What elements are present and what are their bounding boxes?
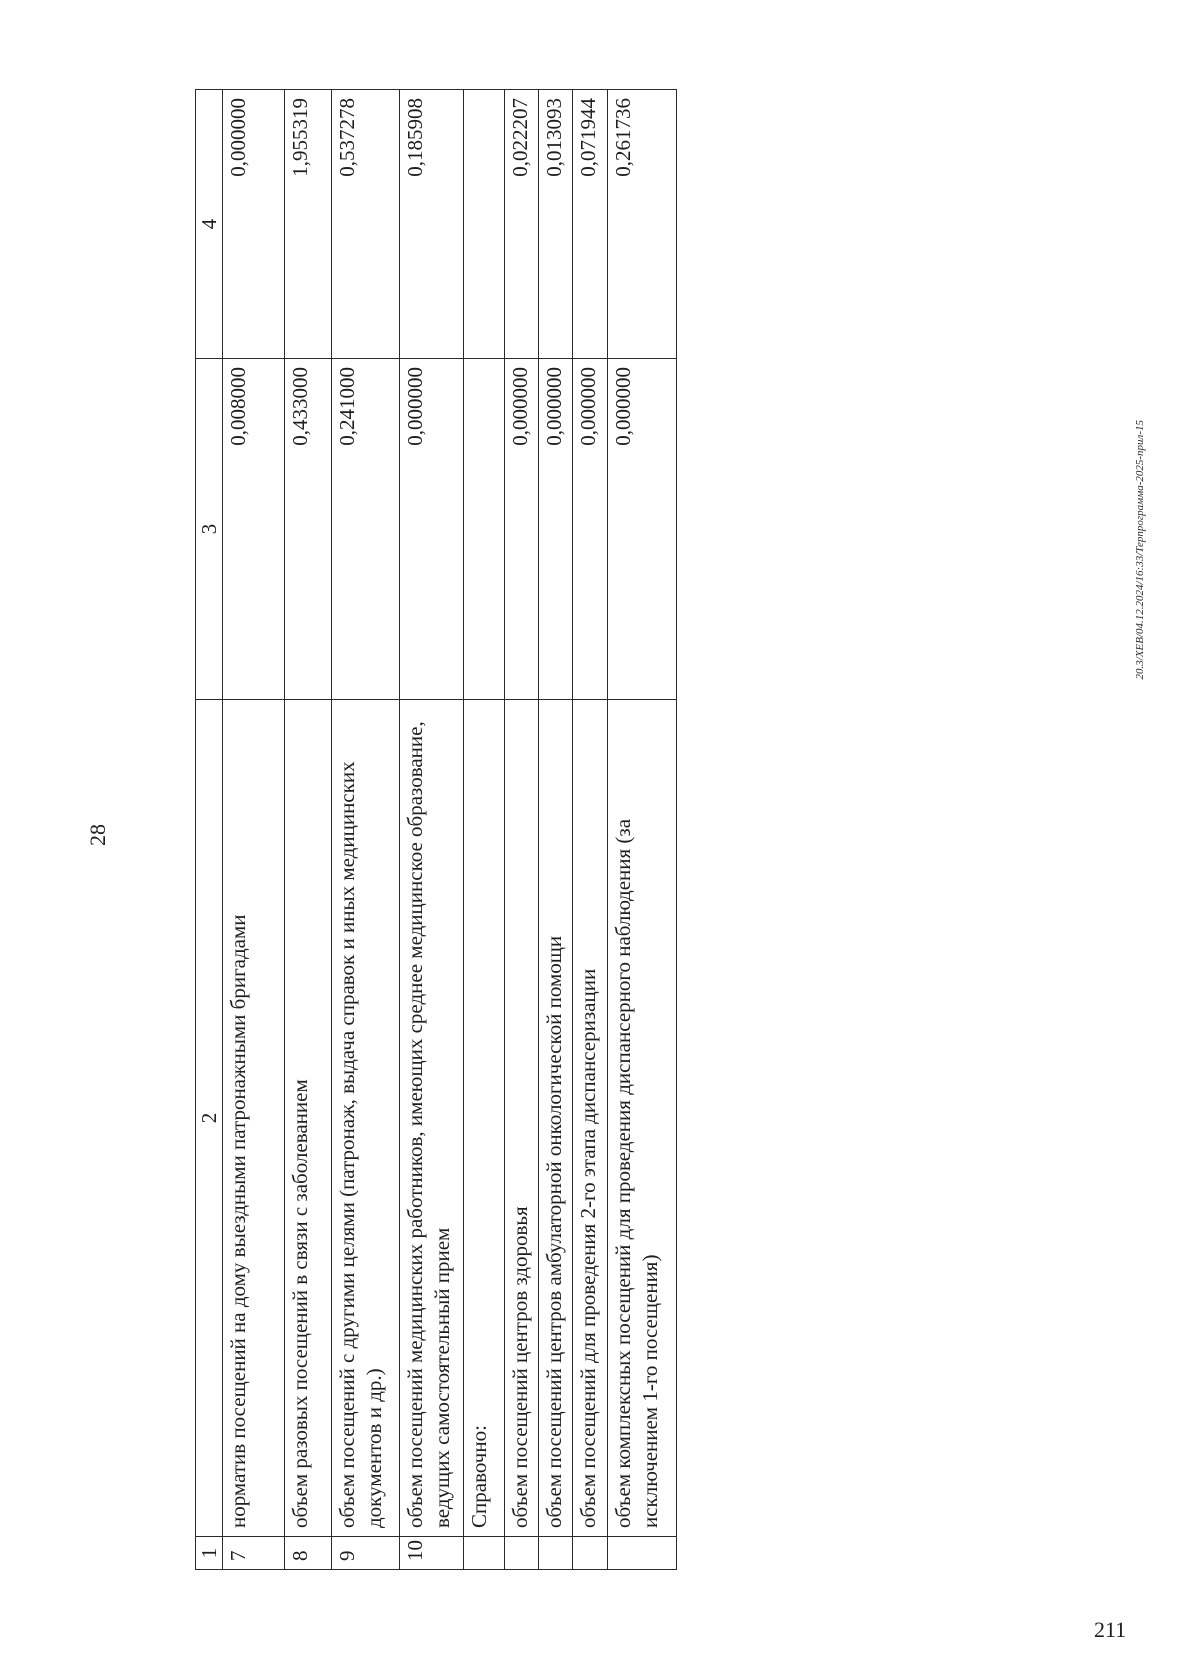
table-header-row [196, 90, 223, 1570]
value-col-4: 0,022207 [505, 90, 539, 359]
header-cell: 2 [196, 700, 223, 1537]
row-number [505, 1537, 539, 1570]
row-number [539, 1537, 573, 1570]
volume-norms-table [195, 89, 677, 1570]
row-text: объем посещений с другими целями (патронаж, выдача справок и иных медицинских документов и др.) [332, 700, 400, 1537]
document-footer-id [1134, 420, 1146, 680]
rotated-table-container [195, 90, 675, 1570]
value-col-4: 0,071944 [573, 90, 608, 359]
value-col-4: 0,185908 [400, 90, 464, 359]
row-text: объем комплексных посещений для проведения диспансерного наблюдения (за исключением 1-го посещения) [608, 700, 677, 1537]
value-col-4: 0,000000 [223, 90, 285, 359]
table-row [285, 90, 332, 1570]
value-col-4: 0,013093 [539, 90, 573, 359]
header-cell: 3 [196, 359, 223, 700]
value-col-3: 0,008000 [223, 359, 285, 700]
value-col-4: 0,261736 [608, 90, 677, 359]
sheet-number: 211 [1094, 1617, 1127, 1642]
page-number-top: 28 [85, 824, 110, 846]
footer-id-text: 20.3/ХЕВ/04.12.2024/16:33/Терпрограмма-2025-прил-15 [1134, 420, 1146, 680]
row-text: объем посещений центров амбулаторной онкологической помощи [539, 700, 573, 1537]
value-col-3 [464, 359, 505, 700]
value-col-3: 0,000000 [539, 359, 573, 700]
row-number [573, 1537, 608, 1570]
table-row [464, 90, 505, 1570]
header-cell: 4 [196, 90, 223, 359]
table-row [223, 90, 285, 1570]
row-text: норматив посещений на дому выездными патронажными бригадами [223, 700, 285, 1537]
value-col-3: 0,000000 [608, 359, 677, 700]
table-row [505, 90, 539, 1570]
table-row [400, 90, 464, 1570]
table-row [332, 90, 400, 1570]
row-number: 10 [400, 1537, 464, 1570]
row-number [464, 1537, 505, 1570]
value-col-4 [464, 90, 505, 359]
row-number [608, 1537, 677, 1570]
value-col-3: 0,241000 [332, 359, 400, 700]
row-number: 8 [285, 1537, 332, 1570]
row-number: 9 [332, 1537, 400, 1570]
value-col-4: 0,537278 [332, 90, 400, 359]
value-col-3: 0,000000 [400, 359, 464, 700]
table-row [539, 90, 573, 1570]
row-text: объем посещений центров здоровья [505, 700, 539, 1537]
table-row [608, 90, 677, 1570]
value-col-3: 0,433000 [285, 359, 332, 700]
table-row [573, 90, 608, 1570]
header-cell: 1 [196, 1537, 223, 1570]
row-text: объем посещений для проведения 2-го этапа диспансеризации [573, 700, 608, 1537]
row-text: объем разовых посещений в связи с заболеванием [285, 700, 332, 1537]
value-col-4: 1,955319 [285, 90, 332, 359]
row-number: 7 [223, 1537, 285, 1570]
value-col-3: 0,000000 [505, 359, 539, 700]
row-text: объем посещений медицинских работников, имеющих среднее медицинское образование, ведущих самостоятельный прием [400, 700, 464, 1537]
value-col-3: 0,000000 [573, 359, 608, 700]
row-text: Справочно: [464, 700, 505, 1537]
